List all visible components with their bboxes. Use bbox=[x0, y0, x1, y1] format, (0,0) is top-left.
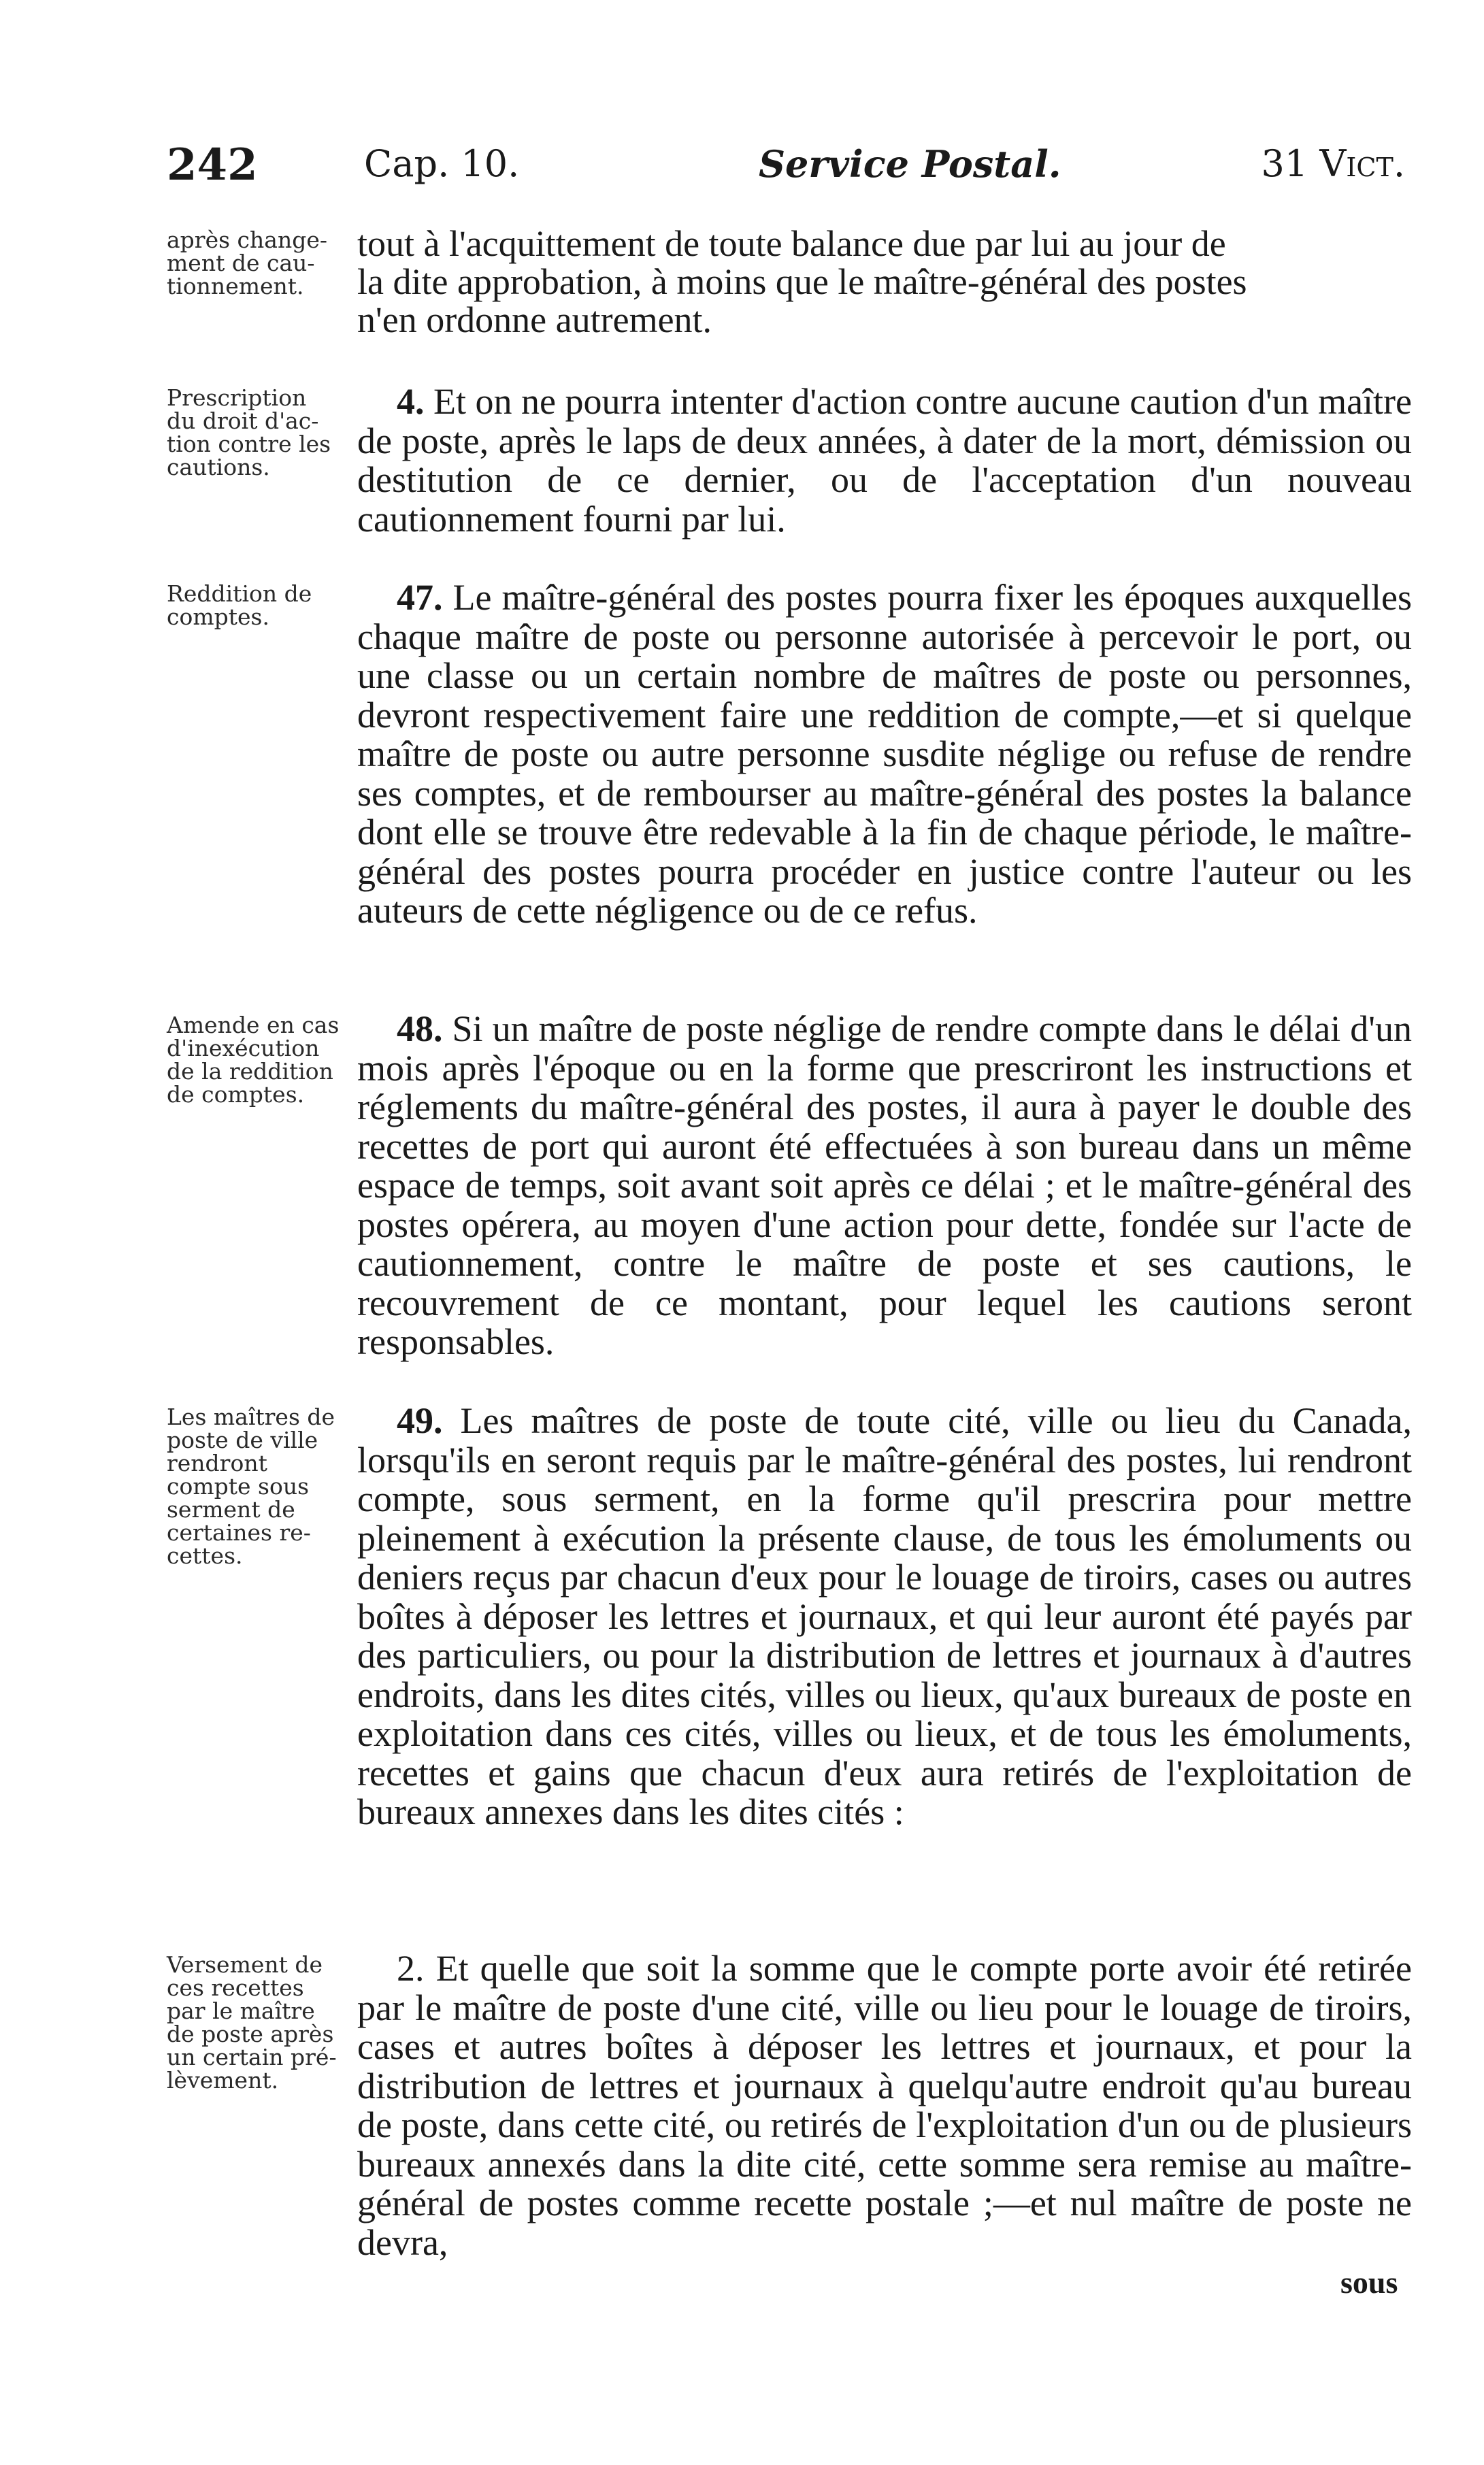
margin-note: Les maîtres de poste de ville rendront compte sous serment de certaines re- cettes. bbox=[167, 1404, 335, 1569]
section-body: Et quelle que soit la somme que le compte porte avoir été retirée par le maître de poste d'une cité, ville ou lieu pour le louage de tiroirs, cases et autres boîtes à déposer les lettres et journaux, et pour la distribution de lettres et journaux à quelqu'autre endroit qu'au bureau de poste, dans cette cité, ou retirés de l'exploitation d'un ou de plusieurs bureaux annexés dans la dite cité, cette somme sera remise au maître-général de postes comme recette postale ;—et nul maître de poste ne devra, bbox=[357, 1948, 1412, 2263]
section-body: Si un maître de poste néglige de rendre compte dans le délai d'un mois après l'époque ou en la forme que prescriront les instructions et réglements du maître-général des postes, il aura à payer le double des recettes de port qui auront été effectuées à son bureau dans un même espace de temps, soit avant soit après ce délai ; et le maître-général des postes opérera, au moyen d'une action pour dette, fondée sur l'acte de cautionnement, contre le maître de poste et ses cautions, le recouvrement de ce montant, pour lequel les cautions seront responsables. bbox=[357, 1008, 1412, 1362]
section-text bbox=[357, 382, 1412, 539]
margin-note: Reddition de comptes. bbox=[167, 580, 312, 630]
catchword: sous bbox=[1340, 2265, 1398, 2300]
section-body: Et on ne pourra intenter d'action contre aucune caution d'un maître de poste, après le laps de deux années, à dater de la mort, démission ou destitution de ce dernier, ou de l'acceptation d'un nouveau cautionnement fourni par lui. bbox=[357, 381, 1412, 540]
section-text: tout à l'acquittement de toute balance due par lui au jour de la dite approbation, à moins que le maître-général des postes n'en ordonne autrement. bbox=[357, 223, 1247, 340]
margin-note: Amende en cas d'inexécution de la reddition de comptes. bbox=[167, 1012, 340, 1108]
margin-note: Versement de ces recettes par le maître de poste après un certain pré- lèvement. bbox=[167, 1951, 337, 2094]
section-text bbox=[357, 1010, 1412, 1362]
page-number: 242 bbox=[167, 139, 258, 191]
section-number: 47. bbox=[397, 577, 443, 618]
section-number: 48. bbox=[397, 1008, 443, 1049]
section-number: 49. bbox=[397, 1400, 443, 1441]
section-number: 2. bbox=[397, 1948, 425, 1989]
section-text bbox=[357, 1949, 1412, 2262]
section-body: Les maîtres de poste de toute cité, ville ou lieu du Canada, lorsqu'ils en seront requis par le maître-général des postes, lui rendront compte, sous serment, en la forme qu'il prescrira pour mettre pleinement à exécution la présente clause, de tous les émoluments ou deniers reçus par chacun d'eux pour le louage de tiroirs, cases ou autres boîtes à déposer les lettres et journaux, et qui leur auront été payés par des particuliers, ou pour la distribution de lettres et journaux à d'autres endroits, dans les dites cités, villes ou lieux, qu'aux bureaux de poste en exploitation dans ces cités, villes ou lieux, et de tous les émoluments, recettes et gains que chacun d'eux aura retirés de l'exploitation de bureaux annexes dans les dites cités : bbox=[357, 1400, 1413, 1832]
margin-note: après change- ment de cau- tionnement. bbox=[167, 227, 327, 299]
page-header bbox=[167, 139, 1405, 201]
chapter-label: Cap. 10. bbox=[364, 142, 520, 185]
section-number: 4. bbox=[397, 381, 425, 422]
margin-note: Prescription du droit d'ac- tion contre les cautions. bbox=[167, 384, 331, 480]
section-text bbox=[357, 578, 1412, 931]
section-body: Le maître-général des postes pourra fixer les époques auxquelles chaque maître de poste ou personne autorisée à percevoir le port, ou une classe ou un certain nombre de maîtres de poste ou personnes, devront respectivement faire une reddition de compte,—et si quelque maître de poste ou autre personne susdite néglige ou refuse de rendre ses comptes, et de rembourser au maître-général des postes la balance dont elle se trouve être redevable à la fin de chaque période, le maître-général des postes pourra procéder en justice contre l'auteur ou les auteurs de cette négligence ou de ce refus. bbox=[357, 577, 1413, 931]
regnal-year: 31 Vict. bbox=[1261, 142, 1405, 185]
section-text bbox=[357, 1402, 1412, 1832]
running-title: Service Postal. bbox=[759, 142, 1061, 186]
